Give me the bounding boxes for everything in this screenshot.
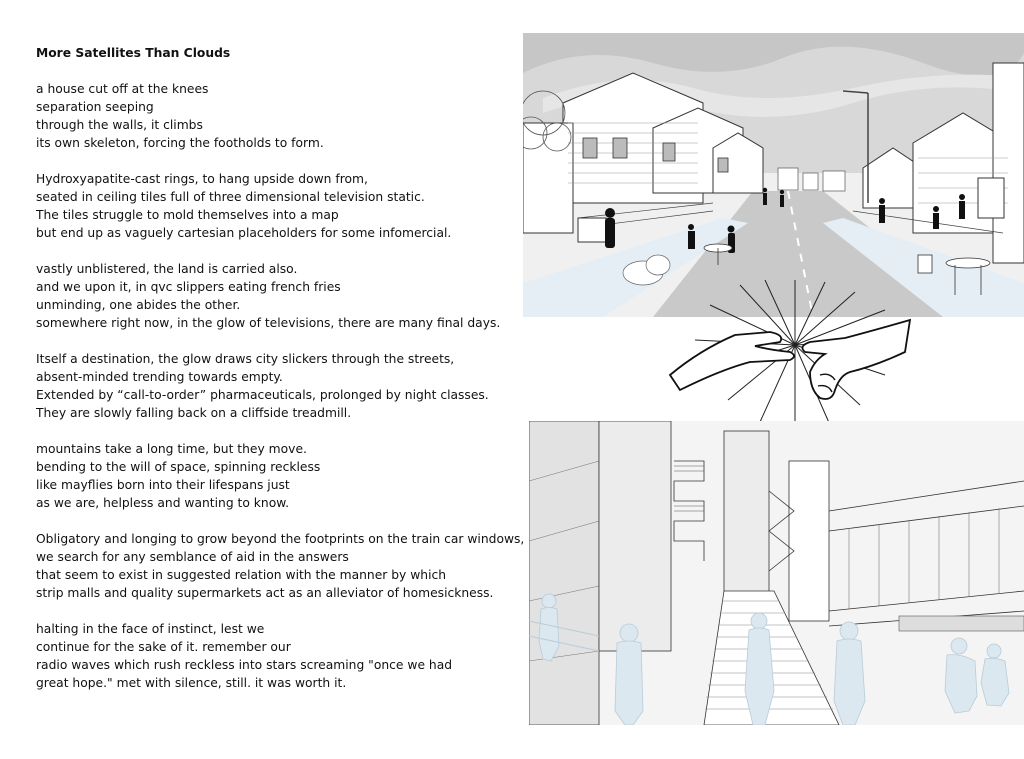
poem-body <box>36 80 525 692</box>
atrium-interior-drawing <box>529 421 1024 725</box>
poem-line: Obligatory and longing to grow beyond the footprints on the train car windows, <box>36 532 525 546</box>
poem-stanza <box>36 260 516 332</box>
poem-line: seated in ceiling tiles full of three dimensional television static. <box>36 190 425 204</box>
poem-stanza <box>36 530 525 602</box>
poem-line: as we are, helpless and wanting to know. <box>36 496 290 510</box>
poem-stanza <box>36 80 516 152</box>
poem-title: More Satellites Than Clouds <box>36 46 231 60</box>
poem-line: and we upon it, in qvc slippers eating french fries <box>36 280 341 294</box>
poem-line: The tiles struggle to mold themselves into a map <box>36 208 339 222</box>
poem-line: radio waves which rush reckless into stars screaming "once we had <box>36 658 453 672</box>
poem-line: mountains take a long time, but they move. <box>36 442 307 456</box>
poem <box>36 44 525 710</box>
poem-stanza <box>36 170 516 242</box>
street-scene-drawing <box>523 33 1024 317</box>
poem-line: absent-minded trending towards empty. <box>36 370 283 384</box>
poem-stanza <box>36 350 516 422</box>
poem-line: through the walls, it climbs <box>36 118 203 132</box>
poem-line: unminding, one abides the other. <box>36 298 241 312</box>
poem-stanza <box>36 620 516 692</box>
poem-line: separation seeping <box>36 100 154 114</box>
poem-line: Extended by “call-to-order” pharmaceuticals, prolonged by night classes. <box>36 388 489 402</box>
poem-line: continue for the sake of it. remember our <box>36 640 291 654</box>
poem-line: somewhere right now, in the glow of televisions, there are many final days. <box>36 316 501 330</box>
poem-line: Itself a destination, the glow draws city slickers through the streets, <box>36 352 455 366</box>
poem-line: we search for any semblance of aid in the answers <box>36 550 349 564</box>
poem-line: that seem to exist in suggested relation with the manner by which <box>36 568 447 582</box>
poem-line: strip malls and quality supermarkets act as an alleviator of homesickness. <box>36 586 494 600</box>
poem-line: bending to the will of space, spinning reckless <box>36 460 321 474</box>
poem-line: a house cut off at the knees <box>36 82 209 96</box>
poem-line: great hope." met with silence, still. it was worth it. <box>36 676 347 690</box>
poem-line: but end up as vaguely cartesian placeholders for some infomercial. <box>36 226 452 240</box>
poem-line: halting in the face of instinct, lest we <box>36 622 265 636</box>
poem-line: Hydroxyapatite-cast rings, to hang upside down from, <box>36 172 368 186</box>
poem-line: like mayflies born into their lifespans just <box>36 478 290 492</box>
reaching-hands-drawing <box>640 280 940 430</box>
poem-line: vastly unblistered, the land is carried also. <box>36 262 298 276</box>
poem-line: its own skeleton, forcing the footholds to form. <box>36 136 324 150</box>
poem-stanza <box>36 440 516 512</box>
poem-line: They are slowly falling back on a cliffside treadmill. <box>36 406 352 420</box>
